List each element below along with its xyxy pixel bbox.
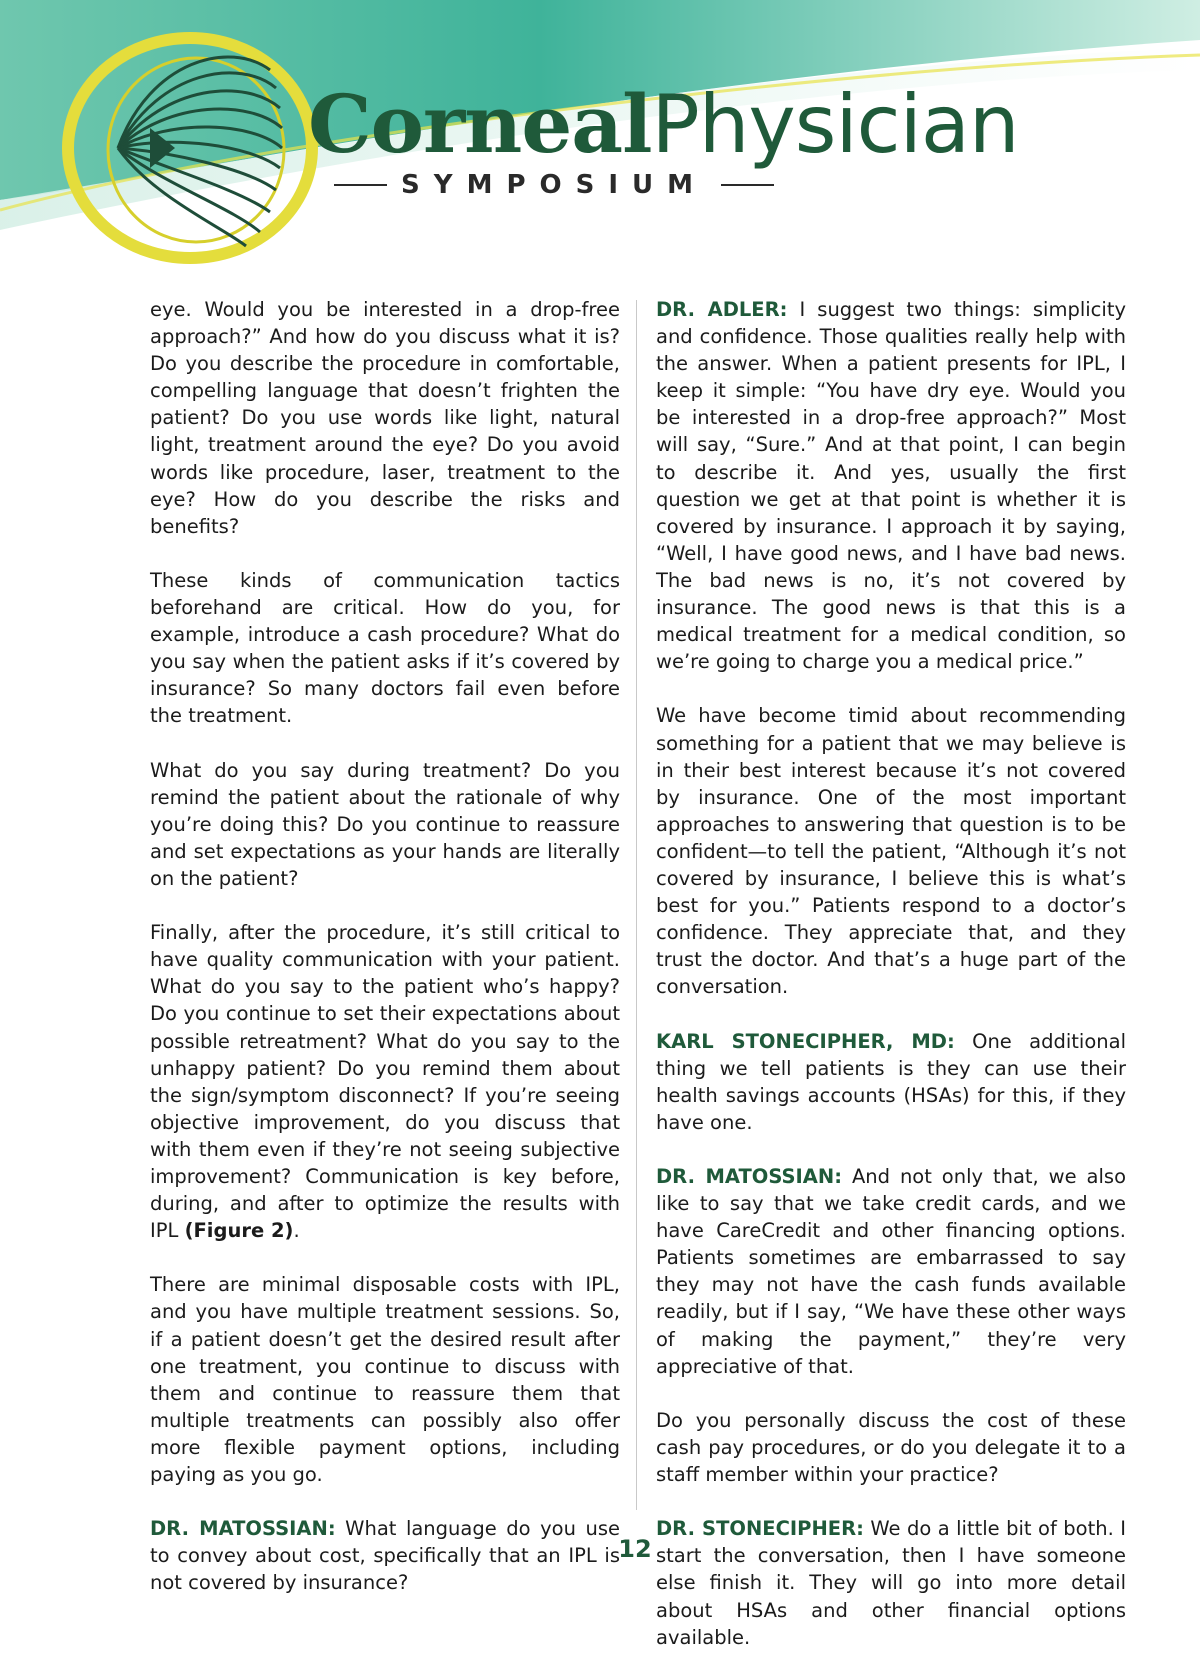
speaker-matossian: DR. MATOSSIAN:	[150, 1517, 336, 1541]
left-column	[150, 296, 620, 1624]
right-paragraph-6-text: We do a little bit of both. I start the conversation, then I have someone else finish it. They will go into more detail about HSAs and other financial options available.	[656, 1517, 1126, 1649]
speaker-matossian: DR. MATOSSIAN:	[656, 1165, 843, 1188]
right-column	[656, 296, 1126, 1678]
column-divider	[636, 300, 637, 1510]
left-paragraph-4-end: .	[293, 1219, 300, 1243]
right-paragraph-3-text: One additional thing we tell patients is they can use their health savings accounts (HSAs) for this, if they have one.	[656, 1029, 1126, 1134]
left-paragraph-5: There are minimal disposable costs with IPL, and you have multiple treatment sessions. So, if a patient doesn’t get the desired result after one treatment, you continue to discuss with them and continue to reassure them that multiple treatments can possibly also offer more flexible payment options, including paying as you go.	[150, 1273, 620, 1487]
right-paragraph-2: We have become timid about recommending something for a patient that we may believe is in their best interest because it’s not covered by insurance. One of the most important approaches to answering that question is to be confident—to tell the patient, “Although it’s not covered by insurance, I believe this is what’s best for you.” Patients respond to a doctor’s confidence. They appreciate that, and they trust the doctor. And that’s a huge part of the conversation.	[656, 704, 1126, 999]
logo-word-physician: Physician	[651, 78, 1019, 171]
left-paragraph-4-text: Finally, after the procedure, it’s still critical to have quality communication with your patient. What do you say to the patient who’s happy? Do you continue to set their expectations about possible retreatment? What do you say to the unhappy patient? Do you remind them about the sign/symptom disconnect? If you’re seeing objective improvement, do you discuss that with them even if they’re not seeing subjective improvement? Communication is key before, during, and after to optimize the results with IPL	[150, 921, 620, 1243]
right-paragraph-1-text: I suggest two things: simplicity and confidence. Those qualities really help with the answer. When a patient presents for IPL, I keep it simple: “You have dry eye. Would you be interested in a drop-free approach?” Most will say, “Sure.” And at that point, I can begin to describe it. And yes, usually the first question we get at that point is whether it is covered by insurance. I approach it by saying, “Well, I have good news, and I have bad news. The bad news is no, it’s not covered by insurance. The good news is that this is a medical treatment for a medical condition, so we’re going to charge you a medical price.”	[656, 298, 1127, 674]
left-paragraph-6-text: What language do you use to convey about cost, specifically that an IPL is not covered by insurance?	[150, 1517, 620, 1595]
figure-2-reference: (Figure 2)	[184, 1219, 294, 1243]
left-paragraph-2: These kinds of communication tactics beforehand are critical. How do you, for example, introduce a cash procedure? What do you say when the patient asks if it’s covered by insurance? So many doctors fail even before the treatment.	[150, 568, 620, 728]
left-paragraph-6	[150, 1515, 620, 1596]
left-paragraph-1: eye. Would you be interested in a drop-free approach?” And how do you discuss what it is? Do you describe the procedure in comfortable, compelling language that doesn’t frighten the patient? Do you use words like light, natural light, treatment around the eye? Do you avoid words like procedure, laser, treatment to the eye? How do you describe the risks and benefits?	[150, 298, 620, 538]
logo-rule-left	[334, 184, 387, 186]
speaker-stonecipher: DR. STONECIPHER:	[656, 1517, 864, 1541]
left-paragraph-4	[150, 919, 620, 1244]
left-paragraph-3: What do you say during treatment? Do you remind the patient about the rationale of why you’re doing this? Do you continue to reassure and set expectations as your hands are literally on the patient?	[150, 758, 620, 890]
logo-subtitle-text: SYMPOSIUM	[401, 170, 707, 200]
speaker-stonecipher-full: KARL STONECIPHER, MD:	[656, 1029, 955, 1053]
right-paragraph-6	[656, 1515, 1126, 1650]
logo-subtitle	[334, 165, 774, 205]
right-paragraph-3	[656, 1028, 1126, 1136]
logo-rule-right	[721, 184, 774, 186]
logo-word-corneal: Corneal	[308, 77, 652, 171]
right-paragraph-4	[656, 1163, 1126, 1380]
right-paragraph-5: Do you personally discuss the cost of these cash pay procedures, or do you delegate it to a staff member within your practice?	[656, 1408, 1126, 1487]
page-number: 12	[618, 1535, 652, 1563]
right-paragraph-4-text: And not only that, we also like to say that we take credit cards, and we have CareCredit and other financing options. Patients sometimes are embarrassed to say they may not have the cash funds available readily, but if I say, “We have these other ways of making the payment,” they’re very appreciative of that.	[656, 1165, 1126, 1378]
logo-title	[308, 77, 1019, 171]
speaker-adler: DR. ADLER:	[656, 298, 788, 321]
right-paragraph-1	[656, 296, 1126, 675]
